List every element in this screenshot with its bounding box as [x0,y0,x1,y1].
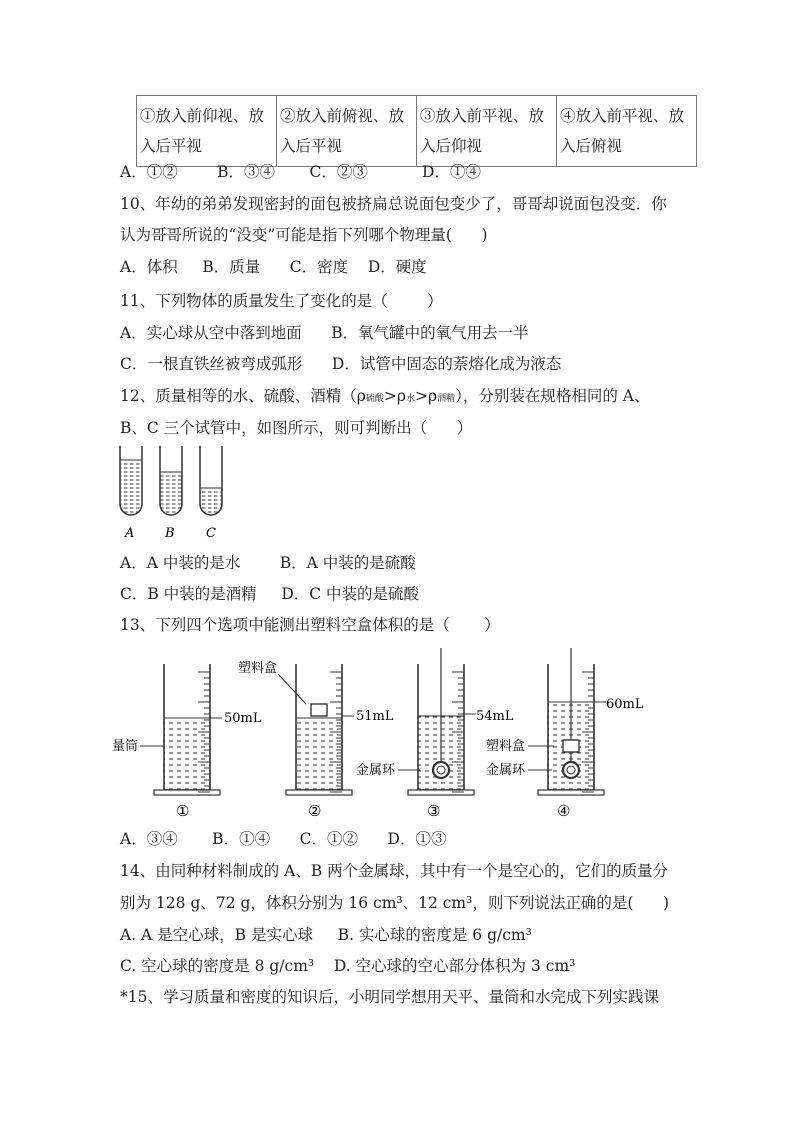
q9-options: A．①② B．③④ C．②③ D．①④ [120,163,481,181]
label-box-2: 塑料盒 [238,661,278,676]
q12-stem-line1 [120,385,649,410]
table-cell: ②放入前俯视、放入后平视 [277,96,417,167]
liquid-c [200,488,222,528]
q13-stem: 13、下列四个选项中能测出塑料空盒体积的是（ ） [120,616,500,634]
figure-number-2: ② [308,802,322,820]
tube-label-b: B [165,526,175,541]
cylinder-base-4 [538,790,604,795]
label-box-4: 塑料盒 [486,739,526,754]
cylinder-liquid-2 [296,718,342,790]
figure-number-1: ① [176,802,190,820]
q10-stem-line1: 10、年幼的弟弟发现密封的面包被挤扁总说面包变少了，哥哥却说面包没变．你 [120,195,667,213]
q11-options-ab: A．实心球从空中落到地面 B．氧气罐中的氧气用去一半 [120,324,529,342]
q14-options-cd: C. 空心球的密度是 8 g/cm³ D. 空心球的空心部分体积为 3 cm³ [120,957,576,975]
reading-1: 50mL [224,711,262,726]
label-cylinder: 量筒 [112,739,139,754]
q15-stem-line1: *15、学习质量和密度的知识后，小明同学想用天平、量筒和水完成下列实践课 [120,988,659,1006]
reading-2: 51mL [356,709,394,724]
options-table [136,95,697,167]
metal-ring-inner-3 [437,766,445,774]
q12-stem-part: 12、质量相等的水、硫酸、酒精（ρ [120,387,366,405]
q11-options-cd: C．一根直铁丝被弯成弧形 D．试管中固态的萘熔化成为液态 [120,355,562,373]
subscript: 硫酸 [365,394,384,404]
tube-label-a: A [125,526,135,541]
cylinder-base-2 [286,790,352,795]
q14-stem-line1: 14、由同种材料制成的 A、B 两个金属球，其中有一个是空心的，它们的质量分 [120,862,669,880]
cylinder-base-3 [408,790,474,795]
q14-options-ab: A. A 是空心球，B 是实心球 B. 实心球的密度是 6 g/cm³ [120,926,532,944]
reading-4: 60mL [606,697,644,712]
plastic-box-2 [311,704,327,716]
q10-options: A．体积 B．质量 C．密度 D．硬度 [120,258,427,276]
table-cell: ①放入前仰视、放入后平视 [137,96,277,167]
q11-stem: 11、下列物体的质量发生了变化的是（ ） [120,292,443,310]
reading-3: 54mL [476,709,514,724]
cylinder-liquid-1 [164,718,210,790]
q10-stem-line2: 认为哥哥所说的“没变”可能是指下列哪个物理量( ) [120,226,488,244]
figure-number-4: ④ [557,802,571,820]
table-cell: ③放入前平视、放入后仰视 [417,96,557,167]
tube-label-c: C [206,526,216,541]
q12-options-cd: C．B 中装的是酒精 D．C 中装的是硫酸 [120,585,420,603]
q12-stem-part: ），分别装在规格相同的 A、 [455,387,650,405]
table-cell: ④放入前平视、放入后俯视 [557,96,697,167]
metal-ring-inner-4 [567,766,575,774]
subscript: 水 [405,394,415,404]
cylinder-base-1 [154,790,220,795]
label-ring-3: 金属环 [356,763,396,778]
q12-stem-part: >ρ [383,387,406,405]
q13-options: A．③④ B．①④ C．①② D．①③ [120,830,447,848]
q12-options-ab: A．A 中装的是水 B．A 中装的是硫酸 [120,554,416,572]
cylinders-figure [112,648,672,824]
figure-number-3: ③ [427,802,441,820]
test-tubes-figure [112,442,232,542]
q14-stem-line2: 别为 128 g、72 g，体积分别为 16 cm³、12 cm³，则下列说法正确的是( ) [120,894,670,912]
q12-stem-part: >ρ [414,387,438,405]
q12-stem-line2: B、C 三个试管中，如图所示，则可判断出（ ） [120,419,473,437]
subscript: 酒精 [437,394,456,404]
plastic-box-4 [563,740,579,752]
label-ring-4: 金属环 [486,763,526,778]
